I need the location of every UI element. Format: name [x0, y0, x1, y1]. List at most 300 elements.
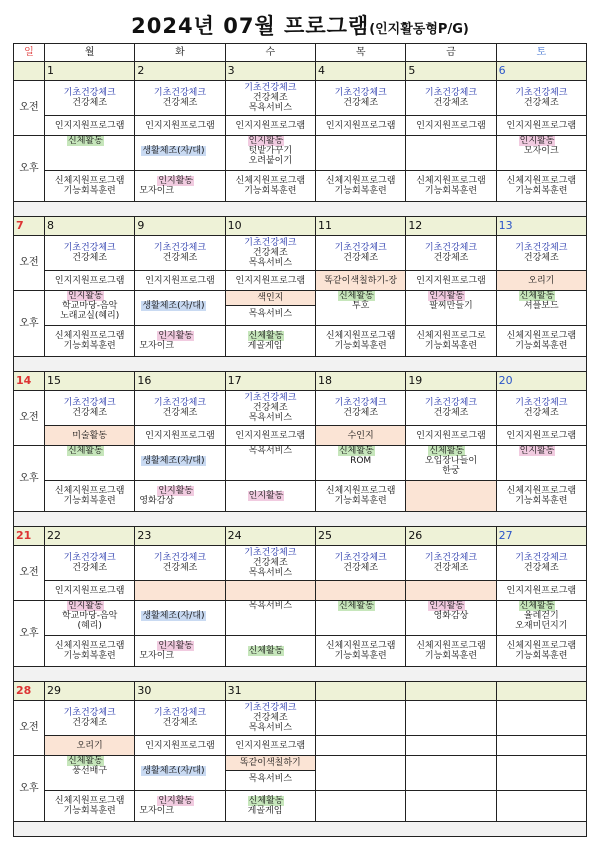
am-label: 오전: [14, 701, 45, 756]
activity-text: 투호: [351, 301, 370, 311]
am-check-cell: [406, 546, 496, 581]
activity-tag: 신체활동: [248, 646, 284, 656]
pm-program-cell: [315, 636, 405, 667]
am-check-cell: [315, 701, 405, 736]
program-text: 모자이크: [139, 186, 175, 196]
title-main: 2024년 07월 프로그램: [131, 14, 370, 38]
health-check: 기초건강체크: [153, 243, 207, 253]
pm-program-cell: [406, 171, 496, 202]
health-check: 기초건강체크: [515, 243, 568, 253]
am-check-cell: [496, 391, 586, 426]
pm-program-cell: [45, 171, 135, 202]
am-check-cell: [406, 391, 496, 426]
activity-tag: 인지활동: [519, 136, 555, 146]
date-row: [14, 372, 587, 391]
activity-text: 목욕서비스: [248, 446, 293, 456]
health-exercise: 건강체조: [72, 98, 108, 108]
activity-tag: 인지활동: [158, 331, 194, 341]
date-cell: 11: [315, 217, 405, 236]
activity-tag: 신체활동: [338, 291, 374, 301]
am-check-cell: [45, 546, 135, 581]
activity-text: 목욕서비스: [248, 601, 293, 611]
am-program-cell: 인지지원프로그램: [45, 581, 135, 601]
health-exercise: 건강체조: [252, 558, 288, 568]
health-check: 기초건강체크: [515, 553, 568, 563]
sunday-date: 21: [14, 527, 45, 546]
spacer-cell: [14, 357, 587, 372]
date-cell: 31: [225, 682, 315, 701]
activity-tag: 인지활동: [158, 641, 194, 651]
activity-tag: 인지활동: [519, 446, 555, 456]
pm-activity-row: [14, 291, 587, 326]
pm-activity-cell: [315, 136, 405, 171]
am-check-cell: [225, 236, 315, 271]
pm-program-cell: [135, 171, 225, 202]
spacer-cell: [14, 667, 587, 682]
program-text: 영화감상: [139, 496, 175, 506]
pm-program-cell: [45, 636, 135, 667]
pm-activity-cell: [496, 291, 586, 326]
activity-tag: 생활체조(자/대): [142, 766, 205, 776]
health-exercise: 건강체조: [433, 563, 469, 573]
am-program-cell: 오리기: [496, 271, 586, 291]
program-calendar: [13, 43, 587, 837]
am-check-cell: [135, 236, 225, 271]
pm-program-cell: [315, 326, 405, 357]
date-cell: 13: [496, 217, 586, 236]
date-cell: 5: [406, 62, 496, 81]
date-cell: 19: [406, 372, 496, 391]
am-check-cell: [135, 81, 225, 116]
am-check-cell: [496, 81, 586, 116]
health-exercise: 건강체조: [433, 98, 469, 108]
date-cell: 2: [135, 62, 225, 81]
pm-activity-cell: [315, 446, 405, 481]
health-check: 기초건강체크: [244, 393, 297, 403]
health-check: 기초건강체크: [63, 88, 116, 98]
activity-text: 영화감상: [433, 611, 469, 621]
program-text: 신체지원프로그램 기능회복훈련: [54, 796, 125, 816]
week-spacer: [14, 822, 587, 837]
program-text: 신체지원프로그램 기능회복훈련: [506, 331, 577, 351]
activity-tag: 신체활동: [248, 331, 284, 341]
header-fri: 금: [406, 44, 496, 62]
pm-activity-cell: [496, 601, 586, 636]
activity-tag: 생활체조(자/대): [142, 146, 205, 156]
spacer-cell: [14, 822, 587, 837]
am-check-cell: [225, 81, 315, 116]
program-text: 신체지원프로그램 기능회복훈련: [506, 641, 577, 661]
health-check: 기초건강체크: [63, 708, 116, 718]
program-text: 신체지원프로그램 기능회복훈련: [506, 176, 577, 196]
program-text: 신체지원프로그램 기능회복훈련: [325, 331, 396, 351]
pm-activity-row: [14, 601, 587, 636]
health-check: 기초건강체크: [244, 238, 297, 248]
pm-program-cell: [45, 481, 135, 512]
program-text: 신체지원프로그램 기능회복훈련: [506, 486, 577, 506]
date-row: [14, 62, 587, 81]
week-spacer: [14, 202, 587, 217]
health-exercise: 건강체조: [252, 713, 288, 723]
am-program-cell: 인지지원프로그램: [135, 271, 225, 291]
am-label: 오전: [14, 391, 45, 446]
pm-activity-cell: [135, 446, 225, 481]
am-check-row: [14, 236, 587, 271]
date-cell: 24: [225, 527, 315, 546]
am-program-row: [14, 116, 587, 136]
header-thu: 목: [315, 44, 405, 62]
pm-activity-cell: [406, 446, 496, 481]
am-check-cell: [45, 81, 135, 116]
program-text: 신체지원프로그램 기능회복훈련: [54, 176, 125, 196]
activity-text: 목욕서비스: [248, 774, 293, 784]
am-check-row: [14, 546, 587, 581]
date-cell: 12: [406, 217, 496, 236]
activity-tag: 신체활동: [519, 291, 555, 301]
date-cell: 23: [135, 527, 225, 546]
program-text: 모자이크: [139, 651, 175, 661]
health-exercise: 건강체조: [523, 98, 559, 108]
pm-program-cell: [406, 636, 496, 667]
pm-label: 오후: [14, 446, 45, 512]
pm-label: 오후: [14, 291, 45, 357]
sunday-date: 28: [14, 682, 45, 701]
health-exercise: 건강체조: [162, 718, 198, 728]
activity-tag: 인지활동: [68, 291, 103, 301]
header-mon: 월: [45, 44, 135, 62]
date-cell: 6: [496, 62, 586, 81]
health-exercise: 건강체조: [72, 253, 108, 263]
health-exercise: 건강체조: [343, 408, 379, 418]
health-check: 기초건강체크: [515, 398, 568, 408]
header-sun: 일: [14, 44, 45, 62]
program-text: 게골게임: [247, 341, 283, 351]
pm-program-cell: [45, 326, 135, 357]
health-check: 기초건강체크: [334, 88, 387, 98]
date-cell: 4: [315, 62, 405, 81]
pm-activity-cell: [45, 291, 135, 326]
activity-text: 팔찌만들기: [429, 301, 473, 311]
health-exercise: 건강체조: [433, 253, 469, 263]
am-program-cell: [315, 736, 405, 756]
bath-service: 목욕서비스: [248, 568, 293, 578]
pm-program-cell: [135, 791, 225, 822]
health-check: 기초건강체크: [63, 243, 116, 253]
activity-tag: 생활체조(자/대): [142, 456, 205, 466]
activity-tag: 인지활동: [248, 136, 284, 146]
pm-program-cell: [135, 636, 225, 667]
pm-activity-cell: [406, 601, 496, 636]
activity-text: 율레걷기 오재미던지기: [515, 611, 568, 631]
health-exercise: 건강체조: [523, 253, 559, 263]
health-exercise: 건강체조: [343, 563, 379, 573]
activity-text: ROM: [350, 456, 372, 466]
program-text: 신체지원프로그램 기능회복훈련: [54, 641, 125, 661]
pm-label: 오후: [14, 756, 45, 822]
spacer-cell: [14, 202, 587, 217]
activity-tag: 신체활동: [248, 796, 284, 806]
am-check-row: [14, 391, 587, 426]
am-program-cell: 인지지원프로그램: [496, 426, 586, 446]
activity-text: 학교마당-음악 (혜리): [61, 611, 118, 631]
activity-tag: 신체활동: [519, 601, 555, 611]
am-check-cell: [315, 81, 405, 116]
activity-tag: 인지활동: [158, 796, 194, 806]
am-check-cell: [45, 391, 135, 426]
pm-activity-cell: [315, 601, 405, 636]
date-row: [14, 682, 587, 701]
health-exercise: 건강체조: [523, 408, 559, 418]
am-check-cell: [406, 701, 496, 736]
spacer-cell: [14, 512, 587, 527]
pm-activity-cell: [135, 136, 225, 171]
pm-program-row: [14, 171, 587, 202]
am-program-row: [14, 736, 587, 756]
sunday-date: 14: [14, 372, 45, 391]
activity-tag: 생활체조(자/대): [142, 611, 205, 621]
pm-program-cell: [496, 791, 586, 822]
program-text: 신체지원프로그램 기능회복훈련: [325, 176, 396, 196]
pm-activity-cell: [406, 756, 496, 791]
am-check-cell: [135, 546, 225, 581]
header-sat: 토: [496, 44, 586, 62]
am-program-cell: 인지지원프로그램: [45, 116, 135, 136]
pm-activity-cell: [225, 136, 315, 171]
date-cell: [496, 682, 586, 701]
bath-service: 목욕서비스: [248, 258, 293, 268]
health-exercise: 건강체조: [162, 563, 198, 573]
am-program-row: [14, 581, 587, 601]
date-row: [14, 527, 587, 546]
date-cell: 15: [45, 372, 135, 391]
am-program-cell: 인지지원프로그램: [406, 426, 496, 446]
pm-program-cell: [406, 481, 496, 512]
am-program-cell: 똑같이색칠하기-장: [315, 271, 405, 291]
date-cell: 16: [135, 372, 225, 391]
activity-tag: 신체활동: [338, 601, 374, 611]
am-check-cell: [496, 546, 586, 581]
pm-program-cell: [225, 791, 315, 822]
am-program-cell: 수인지: [315, 426, 405, 446]
date-cell: 18: [315, 372, 405, 391]
am-check-row: [14, 81, 587, 116]
health-exercise: 건강체조: [252, 403, 288, 413]
health-exercise: 건강체조: [162, 98, 198, 108]
pm-program-cell: [225, 171, 315, 202]
am-program-cell: 인지지원프로그램: [135, 736, 225, 756]
pm-program-cell: [496, 171, 586, 202]
am-program-cell: 미술활동: [45, 426, 135, 446]
am-check-cell: [225, 701, 315, 736]
pm-activity-cell: [225, 446, 315, 481]
date-cell: 1: [45, 62, 135, 81]
health-exercise: 건강체조: [72, 563, 108, 573]
pm-program-cell: [45, 791, 135, 822]
am-check-cell: [406, 81, 496, 116]
date-cell: 20: [496, 372, 586, 391]
pm-activity-cell: [135, 601, 225, 636]
program-text: 모자이크: [139, 341, 175, 351]
pm-program-row: [14, 326, 587, 357]
health-check: 기초건강체크: [244, 548, 297, 558]
am-program-cell: [406, 736, 496, 756]
date-cell: 30: [135, 682, 225, 701]
health-check: 기초건강체크: [424, 243, 478, 253]
pm-activity-cell: [406, 291, 496, 326]
program-text: 신체지원프로그램 기능회복훈련: [325, 486, 396, 506]
pm-activity-row: [14, 446, 587, 481]
activity-tag: 신체활동: [68, 756, 103, 766]
program-text: 신체지원프로그램 기능회복훈련: [325, 641, 396, 661]
page-title: [0, 10, 600, 40]
am-program-cell: 오리기: [45, 736, 135, 756]
pm-program-cell: [225, 326, 315, 357]
pm-activity-cell: [315, 291, 405, 326]
activity-text: 풍선배구: [72, 766, 108, 776]
pm-activity-cell: [225, 756, 315, 791]
am-program-cell: [315, 581, 405, 601]
health-check: 기초건강체크: [424, 88, 478, 98]
health-check: 기초건강체크: [153, 553, 207, 563]
pm-program-cell: [135, 326, 225, 357]
pm-program-cell: [496, 636, 586, 667]
am-check-cell: [406, 236, 496, 271]
weekday-header: [14, 44, 587, 62]
am-program-cell: 인지지원프로그램: [135, 116, 225, 136]
pm-activity-cell: [225, 601, 315, 636]
health-exercise: 건강체조: [343, 98, 379, 108]
date-cell: 9: [135, 217, 225, 236]
bath-service: 목욕서비스: [248, 723, 293, 733]
health-exercise: 건강체조: [252, 93, 288, 103]
pm-program-cell: [225, 481, 315, 512]
pm-activity-cell: [45, 446, 135, 481]
program-text: 신체지원프로그램 기능회복훈련: [54, 331, 125, 351]
health-check: 기초건강체크: [153, 398, 207, 408]
am-program-cell: 인지지원프로그램: [496, 581, 586, 601]
am-label: 오전: [14, 236, 45, 291]
header-tue: 화: [135, 44, 225, 62]
health-check: 기초건강체크: [515, 88, 568, 98]
pm-label: 오후: [14, 601, 45, 667]
am-program-cell: 인지지원프로그램: [315, 116, 405, 136]
activity-text: 셔플보드: [523, 301, 559, 311]
am-check-cell: [315, 546, 405, 581]
pm-program-cell: [406, 326, 496, 357]
am-check-cell: [496, 236, 586, 271]
activity-text: 똑같이색칠하기: [226, 756, 315, 771]
pm-activity-cell: [45, 756, 135, 791]
activity-text: 모자이크: [523, 146, 559, 156]
pm-activity-cell: [496, 446, 586, 481]
week-spacer: [14, 357, 587, 372]
pm-program-cell: [315, 171, 405, 202]
date-cell: 17: [225, 372, 315, 391]
week-spacer: [14, 512, 587, 527]
am-check-cell: [135, 701, 225, 736]
pm-activity-cell: [135, 291, 225, 326]
health-exercise: 건강체조: [72, 718, 108, 728]
am-program-cell: 인지지원프로그램: [225, 116, 315, 136]
pm-program-cell: [315, 481, 405, 512]
pm-activity-cell: [315, 756, 405, 791]
pm-program-cell: [496, 481, 586, 512]
date-cell: 29: [45, 682, 135, 701]
health-check: 기초건강체크: [63, 553, 116, 563]
am-program-cell: 인지지원프로그램: [406, 271, 496, 291]
activity-text: 색인지: [226, 291, 315, 306]
activity-tag: 신체활동: [429, 446, 465, 456]
date-row: [14, 217, 587, 236]
sunday-date: 7: [14, 217, 45, 236]
health-check: 기초건강체크: [334, 243, 387, 253]
pm-activity-cell: [45, 601, 135, 636]
pm-program-row: [14, 481, 587, 512]
health-check: 기초건강체크: [153, 88, 207, 98]
header-wed: 수: [225, 44, 315, 62]
pm-program-cell: [225, 636, 315, 667]
am-program-cell: [496, 736, 586, 756]
health-exercise: 건강체조: [523, 563, 559, 573]
am-check-cell: [225, 546, 315, 581]
am-program-row: [14, 271, 587, 291]
pm-program-row: [14, 791, 587, 822]
activity-tag: 인지활동: [158, 176, 194, 186]
health-check: 기초건강체크: [244, 83, 297, 93]
date-cell: 26: [406, 527, 496, 546]
health-exercise: 건강체조: [343, 253, 379, 263]
health-exercise: 건강체조: [252, 248, 288, 258]
date-cell: 8: [45, 217, 135, 236]
am-check-cell: [225, 391, 315, 426]
bath-service: 목욕서비스: [248, 103, 293, 113]
am-check-row: [14, 701, 587, 736]
health-check: 기초건강체크: [63, 398, 116, 408]
pm-activity-row: [14, 136, 587, 171]
activity-text: 텃밭가꾸기 오려붙이기: [248, 146, 293, 166]
am-program-cell: 인지지원프로그램: [135, 426, 225, 446]
am-check-cell: [496, 701, 586, 736]
program-text: 모자이크: [139, 806, 175, 816]
am-program-cell: [225, 581, 315, 601]
date-cell: 27: [496, 527, 586, 546]
bath-service: 목욕서비스: [248, 413, 293, 423]
am-program-cell: 인지지원프로그램: [225, 736, 315, 756]
date-cell: [406, 682, 496, 701]
am-check-cell: [45, 701, 135, 736]
am-program-cell: 인지지원프로그램: [45, 271, 135, 291]
date-cell: 22: [45, 527, 135, 546]
program-text: 신체지원프로그램 기능회복훈련: [416, 641, 486, 661]
pm-activity-cell: [406, 136, 496, 171]
am-check-cell: [315, 236, 405, 271]
am-program-cell: 인지지원프로그램: [225, 271, 315, 291]
pm-activity-cell: [45, 136, 135, 171]
am-program-cell: 인지지원프로그램: [496, 116, 586, 136]
am-check-cell: [45, 236, 135, 271]
pm-program-cell: [496, 326, 586, 357]
activity-tag: 인지활동: [158, 486, 194, 496]
health-check: 기초건강체크: [153, 708, 207, 718]
am-check-cell: [135, 391, 225, 426]
program-text: 신체지원프로그램 기능회복훈련: [235, 176, 306, 196]
am-program-row: [14, 426, 587, 446]
sunday-date: [14, 62, 45, 81]
am-program-cell: [406, 581, 496, 601]
am-program-cell: 인지지원프로그램: [225, 426, 315, 446]
health-check: 기초건강체크: [424, 553, 478, 563]
pm-program-cell: [406, 791, 496, 822]
